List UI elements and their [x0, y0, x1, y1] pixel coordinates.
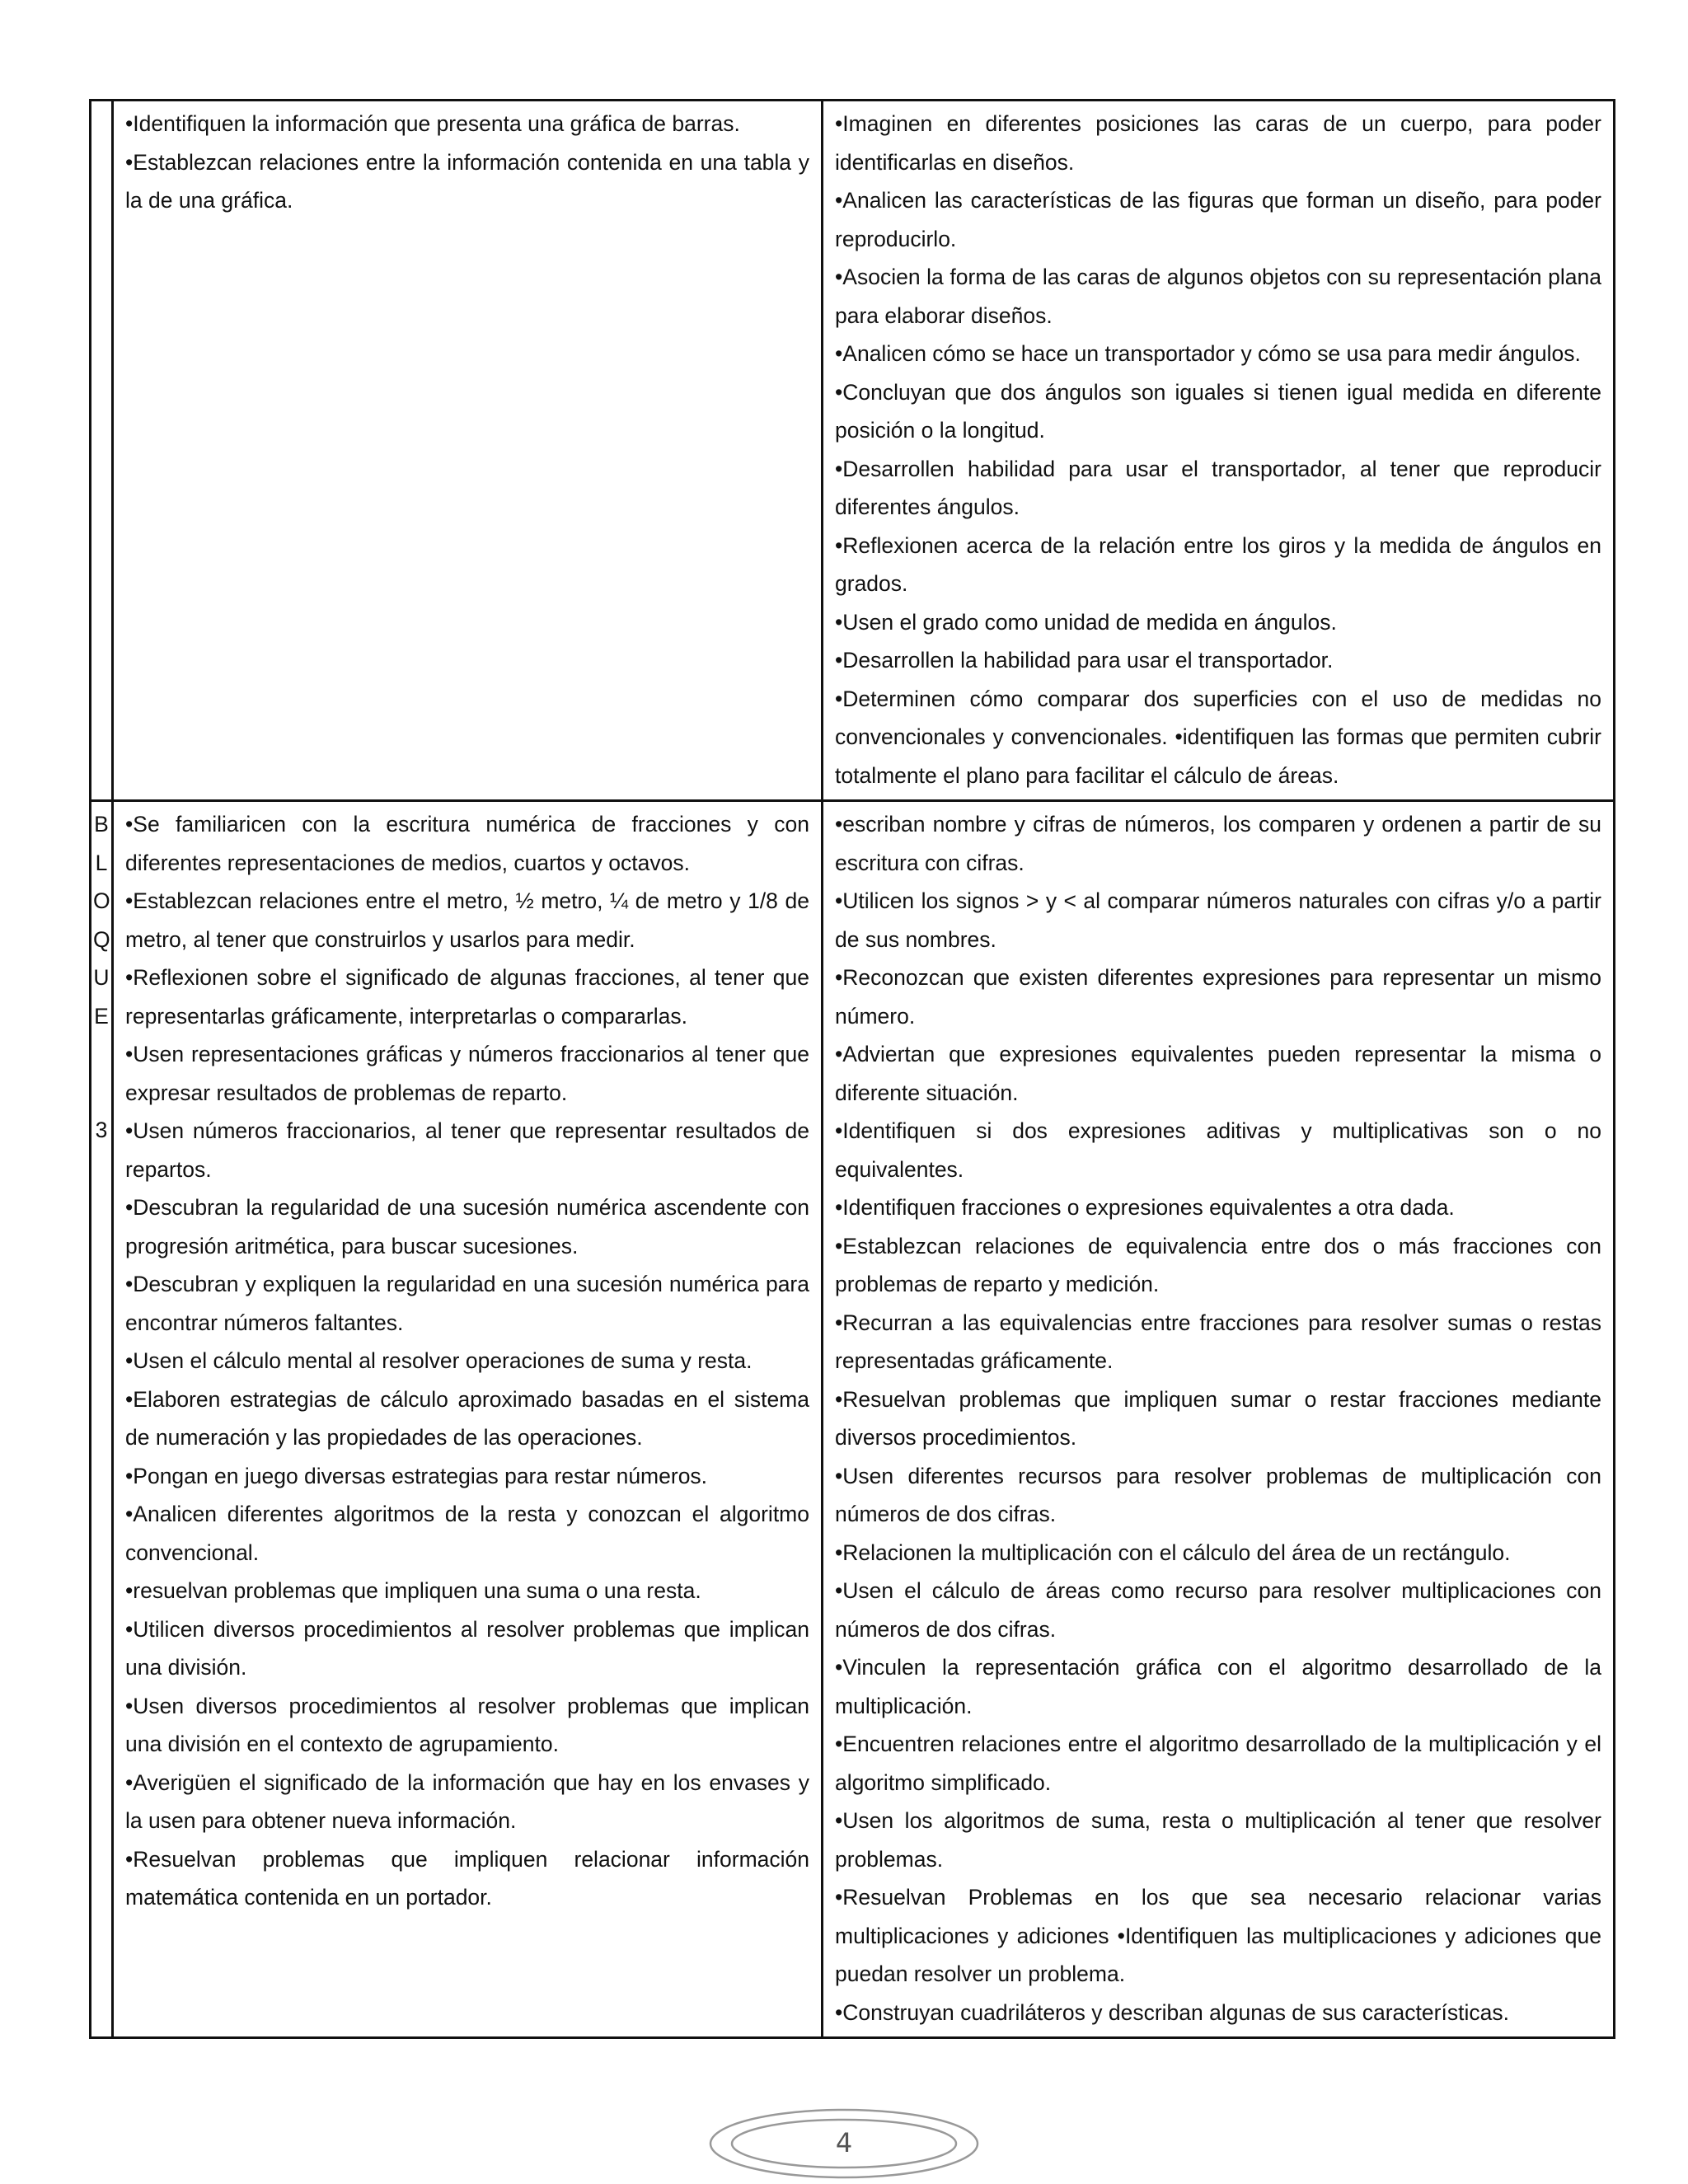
list-item: •Analicen cómo se hace un transportador y cómo se usa para medir ángulos. [835, 341, 1581, 366]
list-item: •Descubran y expliquen la regularidad en una sucesión numérica para encontrar números faltantes. [125, 1272, 809, 1335]
list-item: •Elaboren estrategias de cálculo aproximado basadas en el sistema de numeración y las propiedades de las operaciones. [125, 1386, 809, 1450]
list-item: •Identifiquen si dos expresiones aditivas y multiplicativas son o no equivalentes. [835, 1118, 1601, 1182]
block-letter: O [93, 888, 110, 913]
list-item: •Utilicen diversos procedimientos al resolver problemas que implican una división. [125, 1616, 809, 1680]
list-item: •Resuelvan problemas que impliquen sumar o restar fracciones mediante diversos procedimientos. [835, 1386, 1601, 1450]
list-item: •Analicen las características de las figuras que forman un diseño, para poder reproducirlo. [835, 188, 1601, 251]
list-item: •Determinen cómo comparar dos superficies con el uso de medidas no convencionales y convencionales. •identifiquen las formas que permiten cubrir totalmente el plano para facilitar el cálculo de áreas. [835, 686, 1601, 788]
list-item: •Asocien la forma de las caras de algunos objetos con su representación plana para elaborar diseños. [835, 265, 1601, 328]
list-item: •Identifiquen la información que presenta una gráfica de barras. [125, 111, 740, 136]
learning-items-col-right-2 [823, 801, 1615, 2038]
list-item: •Adviertan que expresiones equivalentes pueden representar la misma o diferente situación. [835, 1042, 1601, 1105]
list-item: •Resuelvan problemas que impliquen relacionar información matemática contenida en un portador. [125, 1846, 809, 1910]
page-footer [708, 2107, 980, 2180]
list-item: •Recurran a las equivalencias entre fracciones para resolver sumas o restas representadas gráficamente. [835, 1310, 1601, 1373]
list-item: •Descubran la regularidad de una sucesión numérica ascendente con progresión aritmética, para buscar sucesiones. [125, 1195, 809, 1258]
list-item: •Identifiquen fracciones o expresiones equivalentes a otra dada. [835, 1195, 1455, 1220]
list-item: •Usen números fraccionarios, al tener que representar resultados de repartos. [125, 1118, 809, 1182]
block-number: 3 [95, 1118, 108, 1142]
content-table [89, 99, 1615, 2039]
block-letter: L [95, 850, 108, 875]
list-item: •Construyan cuadriláteros y describan algunas de sus características. [835, 1999, 1509, 2025]
list-item: •resuelvan problemas que impliquen una suma o una resta. [125, 1578, 701, 1603]
learning-items-col-right-1 [823, 101, 1615, 801]
list-item: •Usen diferentes recursos para resolver problemas de multiplicación con números de dos cifras. [835, 1463, 1601, 1526]
list-item: •Relacionen la multiplicación con el cálculo del área de un rectángulo. [835, 1540, 1511, 1565]
list-item: •Averigüen el significado de la información que hay en los envases y la usen para obtener nueva información. [125, 1769, 809, 1833]
list-item: •Establezcan relaciones entre el metro, ½ metro, ¼ de metro y 1/8 de metro, al tener que construirlos y usarlos para medir. [125, 888, 809, 952]
learning-items-col-left-1 [113, 101, 823, 801]
list-item: •Establezcan relaciones de equivalencia entre dos o más fracciones con problemas de reparto y medición. [835, 1233, 1601, 1296]
list-item: •Desarrollen la habilidad para usar el transportador. [835, 648, 1334, 673]
list-item: •Analicen diferentes algoritmos de la resta y conozcan el algoritmo convencional. [125, 1502, 809, 1565]
block-letter: E [94, 1003, 109, 1029]
list-item: •Pongan en juego diversas estrategias para restar números. [125, 1463, 708, 1488]
block-letter: B [94, 812, 109, 837]
list-item: •Reflexionen sobre el significado de algunas fracciones, al tener que representarlas gráficamente, interpretarlas o compararlas. [125, 965, 809, 1029]
block-letter: U [93, 965, 110, 990]
block-label-cell-1 [91, 101, 113, 801]
block-letter: Q [93, 926, 110, 952]
list-item: •Concluyan que dos ángulos son iguales si tienen igual medida en diferente posición o la longitud. [835, 379, 1601, 443]
list-item: •Establezcan relaciones entre la información contenida en una tabla y la de una gráfica. [125, 149, 809, 213]
list-item: •Usen diversos procedimientos al resolver problemas que implican una división en el contexto de agrupamiento. [125, 1693, 809, 1756]
list-item: •Usen el cálculo de áreas como recurso para resolver multiplicaciones con números de dos cifras. [835, 1578, 1601, 1642]
list-item: •Reconozcan que existen diferentes expresiones para representar un mismo número. [835, 965, 1601, 1029]
list-item: •Utilicen los signos > y < al comparar números naturales con cifras y/o a partir de sus nombres. [835, 888, 1601, 952]
block-label-letters [93, 805, 110, 1035]
learning-items-col-left-2 [113, 801, 823, 2038]
list-item: •Vinculen la representación gráfica con el algoritmo desarrollado de la multiplicación. [835, 1655, 1601, 1718]
list-item: •escriban nombre y cifras de números, los comparen y ordenen a partir de su escritura con cifras. [835, 812, 1601, 875]
page-number: 4 [835, 2127, 853, 2158]
list-item: •Usen el cálculo mental al resolver operaciones de suma y resta. [125, 1348, 753, 1373]
list-item: •Se familiaricen con la escritura numérica de fracciones y con diferentes representaciones de medios, cuartos y octavos. [125, 812, 809, 875]
table-row-2 [91, 801, 1615, 2038]
list-item: •Imaginen en diferentes posiciones las caras de un cuerpo, para poder identificarlas en diseños. [835, 111, 1601, 175]
list-item: •Encuentren relaciones entre el algoritmo desarrollado de la multiplicación y el algoritmo simplificado. [835, 1732, 1601, 1795]
list-item: •Usen los algoritmos de suma, resta o multiplicación al tener que resolver problemas. [835, 1808, 1601, 1872]
block-label-cell-2 [91, 801, 113, 2038]
list-item: •Reflexionen acerca de la relación entre los giros y la medida de ángulos en grados. [835, 532, 1601, 596]
list-item: •Desarrollen habilidad para usar el transportador, al tener que reproducir diferentes ángulos. [835, 456, 1601, 519]
table-row-1 [91, 101, 1615, 801]
list-item: •Usen representaciones gráficas y números fraccionarios al tener que expresar resultados de problemas de reparto. [125, 1042, 809, 1105]
list-item: •Resuelvan Problemas en los que sea necesario relacionar varias multiplicaciones y adiciones •Identifiquen las multiplicaciones y adiciones que puedan resolver un problema. [835, 1885, 1601, 1986]
list-item: •Usen el grado como unidad de medida en ángulos. [835, 609, 1337, 635]
